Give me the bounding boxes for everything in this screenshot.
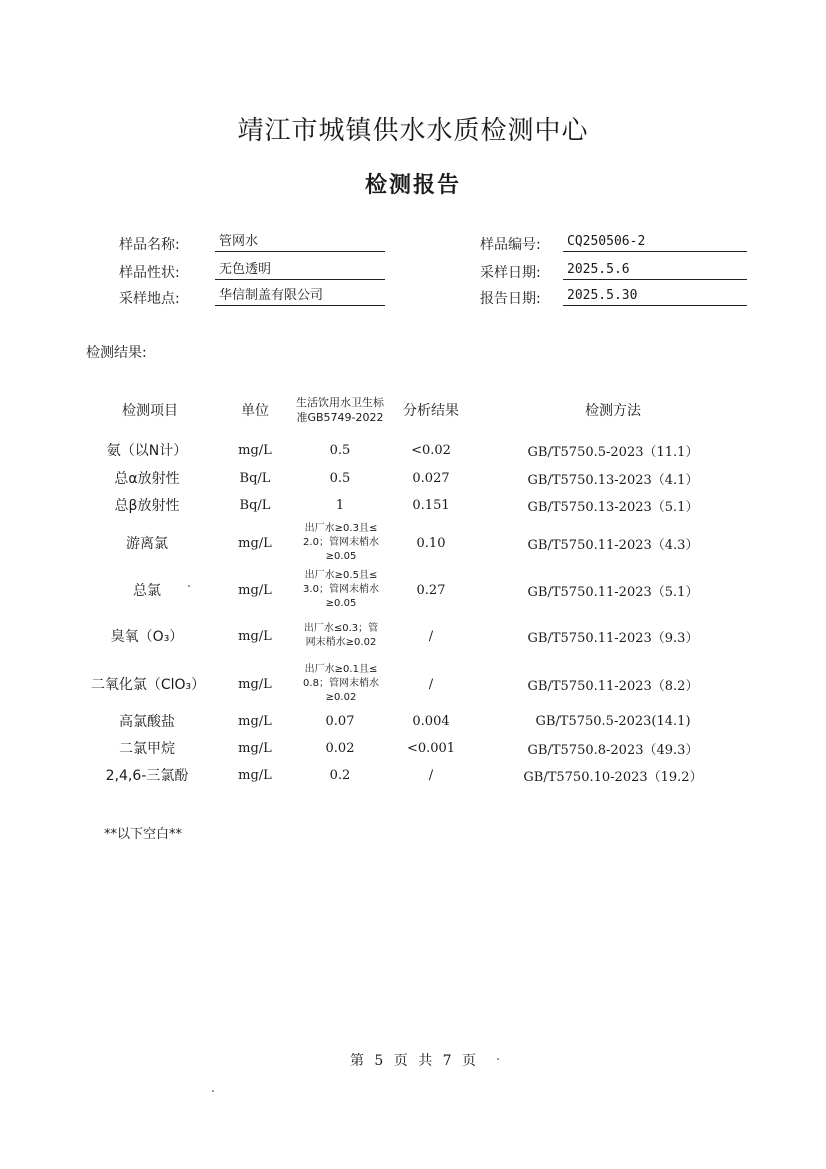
row-2-method: GB/T5750.13-2023（5.1） (527, 499, 699, 515)
row-9-unit: mg/L (238, 767, 272, 783)
row-0-result: <0.02 (411, 442, 451, 458)
row-2-item: 总β放射性 (114, 498, 180, 514)
organization-name: 靖江市城镇供水水质检测中心 (237, 116, 589, 146)
row-8-unit: mg/L (238, 740, 272, 756)
row-9-item: 2,4,6-三氯酚 (105, 768, 189, 784)
row-4-method: GB/T5750.11-2023（5.1） (527, 584, 699, 600)
row-9-standard: 0.2 (329, 767, 351, 783)
row-7-method: GB/T5750.5-2023(14.1) (535, 713, 691, 729)
row-5-item: 臭氧（O₃） (110, 629, 184, 645)
row-3-result: 0.10 (416, 535, 446, 551)
row-5-result: / (428, 628, 434, 644)
page-number: 第 5 页 共 7 页 (349, 1053, 477, 1069)
row-0-item: 氨（以N计） (106, 443, 188, 459)
row-1-unit: Bq/L (239, 470, 271, 486)
report-title: 检测报告 (364, 173, 461, 198)
sample-name-value: 管网水 (215, 233, 385, 252)
column-header-result: 分析结果 (403, 403, 459, 419)
column-header-item: 检测项目 (122, 403, 178, 419)
row-3-standard: 出厂水≥0.3且≤ 2.0；管网末梢水 ≥0.05 (303, 523, 379, 562)
row-2-unit: Bq/L (239, 497, 271, 513)
sampling-date-label: 采样日期: (480, 265, 541, 281)
row-2-standard: 1 (335, 497, 345, 513)
sample-number-label: 样品编号: (480, 237, 541, 253)
row-4-unit: mg/L (238, 582, 272, 598)
row-7-unit: mg/L (238, 713, 272, 729)
row-5-unit: mg/L (238, 628, 272, 644)
row-7-item: 高氯酸盐 (119, 714, 175, 730)
row-1-result: 0.027 (412, 470, 450, 486)
blank-below-note: **以下空白** (104, 827, 183, 842)
row-2-result: 0.151 (412, 497, 450, 513)
row-6-unit: mg/L (238, 676, 272, 692)
report-date-label: 报告日期: (480, 291, 541, 307)
row-1-standard: 0.5 (329, 470, 351, 486)
sampling-site-label: 采样地点: (119, 291, 180, 307)
row-4-result: 0.27 (416, 582, 446, 598)
row-0-standard: 0.5 (329, 442, 351, 458)
row-6-standard: 出厂水≥0.1且≤ 0.8；管网末梢水 ≥0.02 (303, 664, 379, 703)
row-4-standard: 出厂水≥0.5且≤ 3.0；管网末梢水 ≥0.05 (303, 570, 379, 609)
row-3-item: 游离氯 (126, 536, 168, 552)
row-7-standard: 0.07 (325, 713, 355, 729)
row-9-result: / (428, 767, 434, 783)
sampling-date-value: 2025.5.6 (563, 261, 747, 280)
row-1-item: 总α放射性 (114, 471, 180, 487)
column-header-unit: 单位 (241, 403, 269, 419)
sample-state-value: 无色透明 (215, 261, 385, 280)
row-5-standard: 出厂水≤0.3；管 网末梢水≥0.02 (303, 623, 379, 648)
row-8-result: <0.001 (406, 740, 456, 756)
row-7-result: 0.004 (412, 713, 450, 729)
scan-speck (188, 585, 190, 587)
row-3-unit: mg/L (238, 535, 272, 551)
row-0-method: GB/T5750.5-2023（11.1） (527, 444, 699, 460)
sample-number-value: CQ250506-2 (563, 233, 747, 252)
sample-name-label: 样品名称: (119, 237, 180, 253)
row-9-method: GB/T5750.10-2023（19.2） (523, 769, 703, 785)
scan-speck (212, 1090, 214, 1092)
row-1-method: GB/T5750.13-2023（4.1） (527, 472, 699, 488)
row-6-method: GB/T5750.11-2023（8.2） (527, 678, 699, 694)
row-3-method: GB/T5750.11-2023（4.3） (527, 537, 699, 553)
column-header-method: 检测方法 (585, 403, 641, 419)
row-0-unit: mg/L (238, 442, 272, 458)
row-5-method: GB/T5750.11-2023（9.3） (527, 630, 699, 646)
row-8-method: GB/T5750.8-2023（49.3） (527, 742, 699, 758)
row-4-item: 总氯 (133, 583, 161, 599)
row-8-item: 二氯甲烷 (119, 741, 175, 757)
row-8-standard: 0.02 (325, 740, 355, 756)
row-6-result: / (428, 676, 434, 692)
column-header-standard: 生活饮用水卫生标准GB5749-2022 (296, 396, 384, 424)
sample-state-label: 样品性状: (119, 265, 180, 281)
sampling-site-value: 华信制盖有限公司 (215, 287, 385, 306)
report-date-value: 2025.5.30 (563, 287, 747, 306)
scan-speck (497, 1058, 499, 1060)
results-section-label: 检测结果: (86, 345, 147, 361)
row-6-item: 二氧化氯（ClO₃） (90, 677, 206, 693)
